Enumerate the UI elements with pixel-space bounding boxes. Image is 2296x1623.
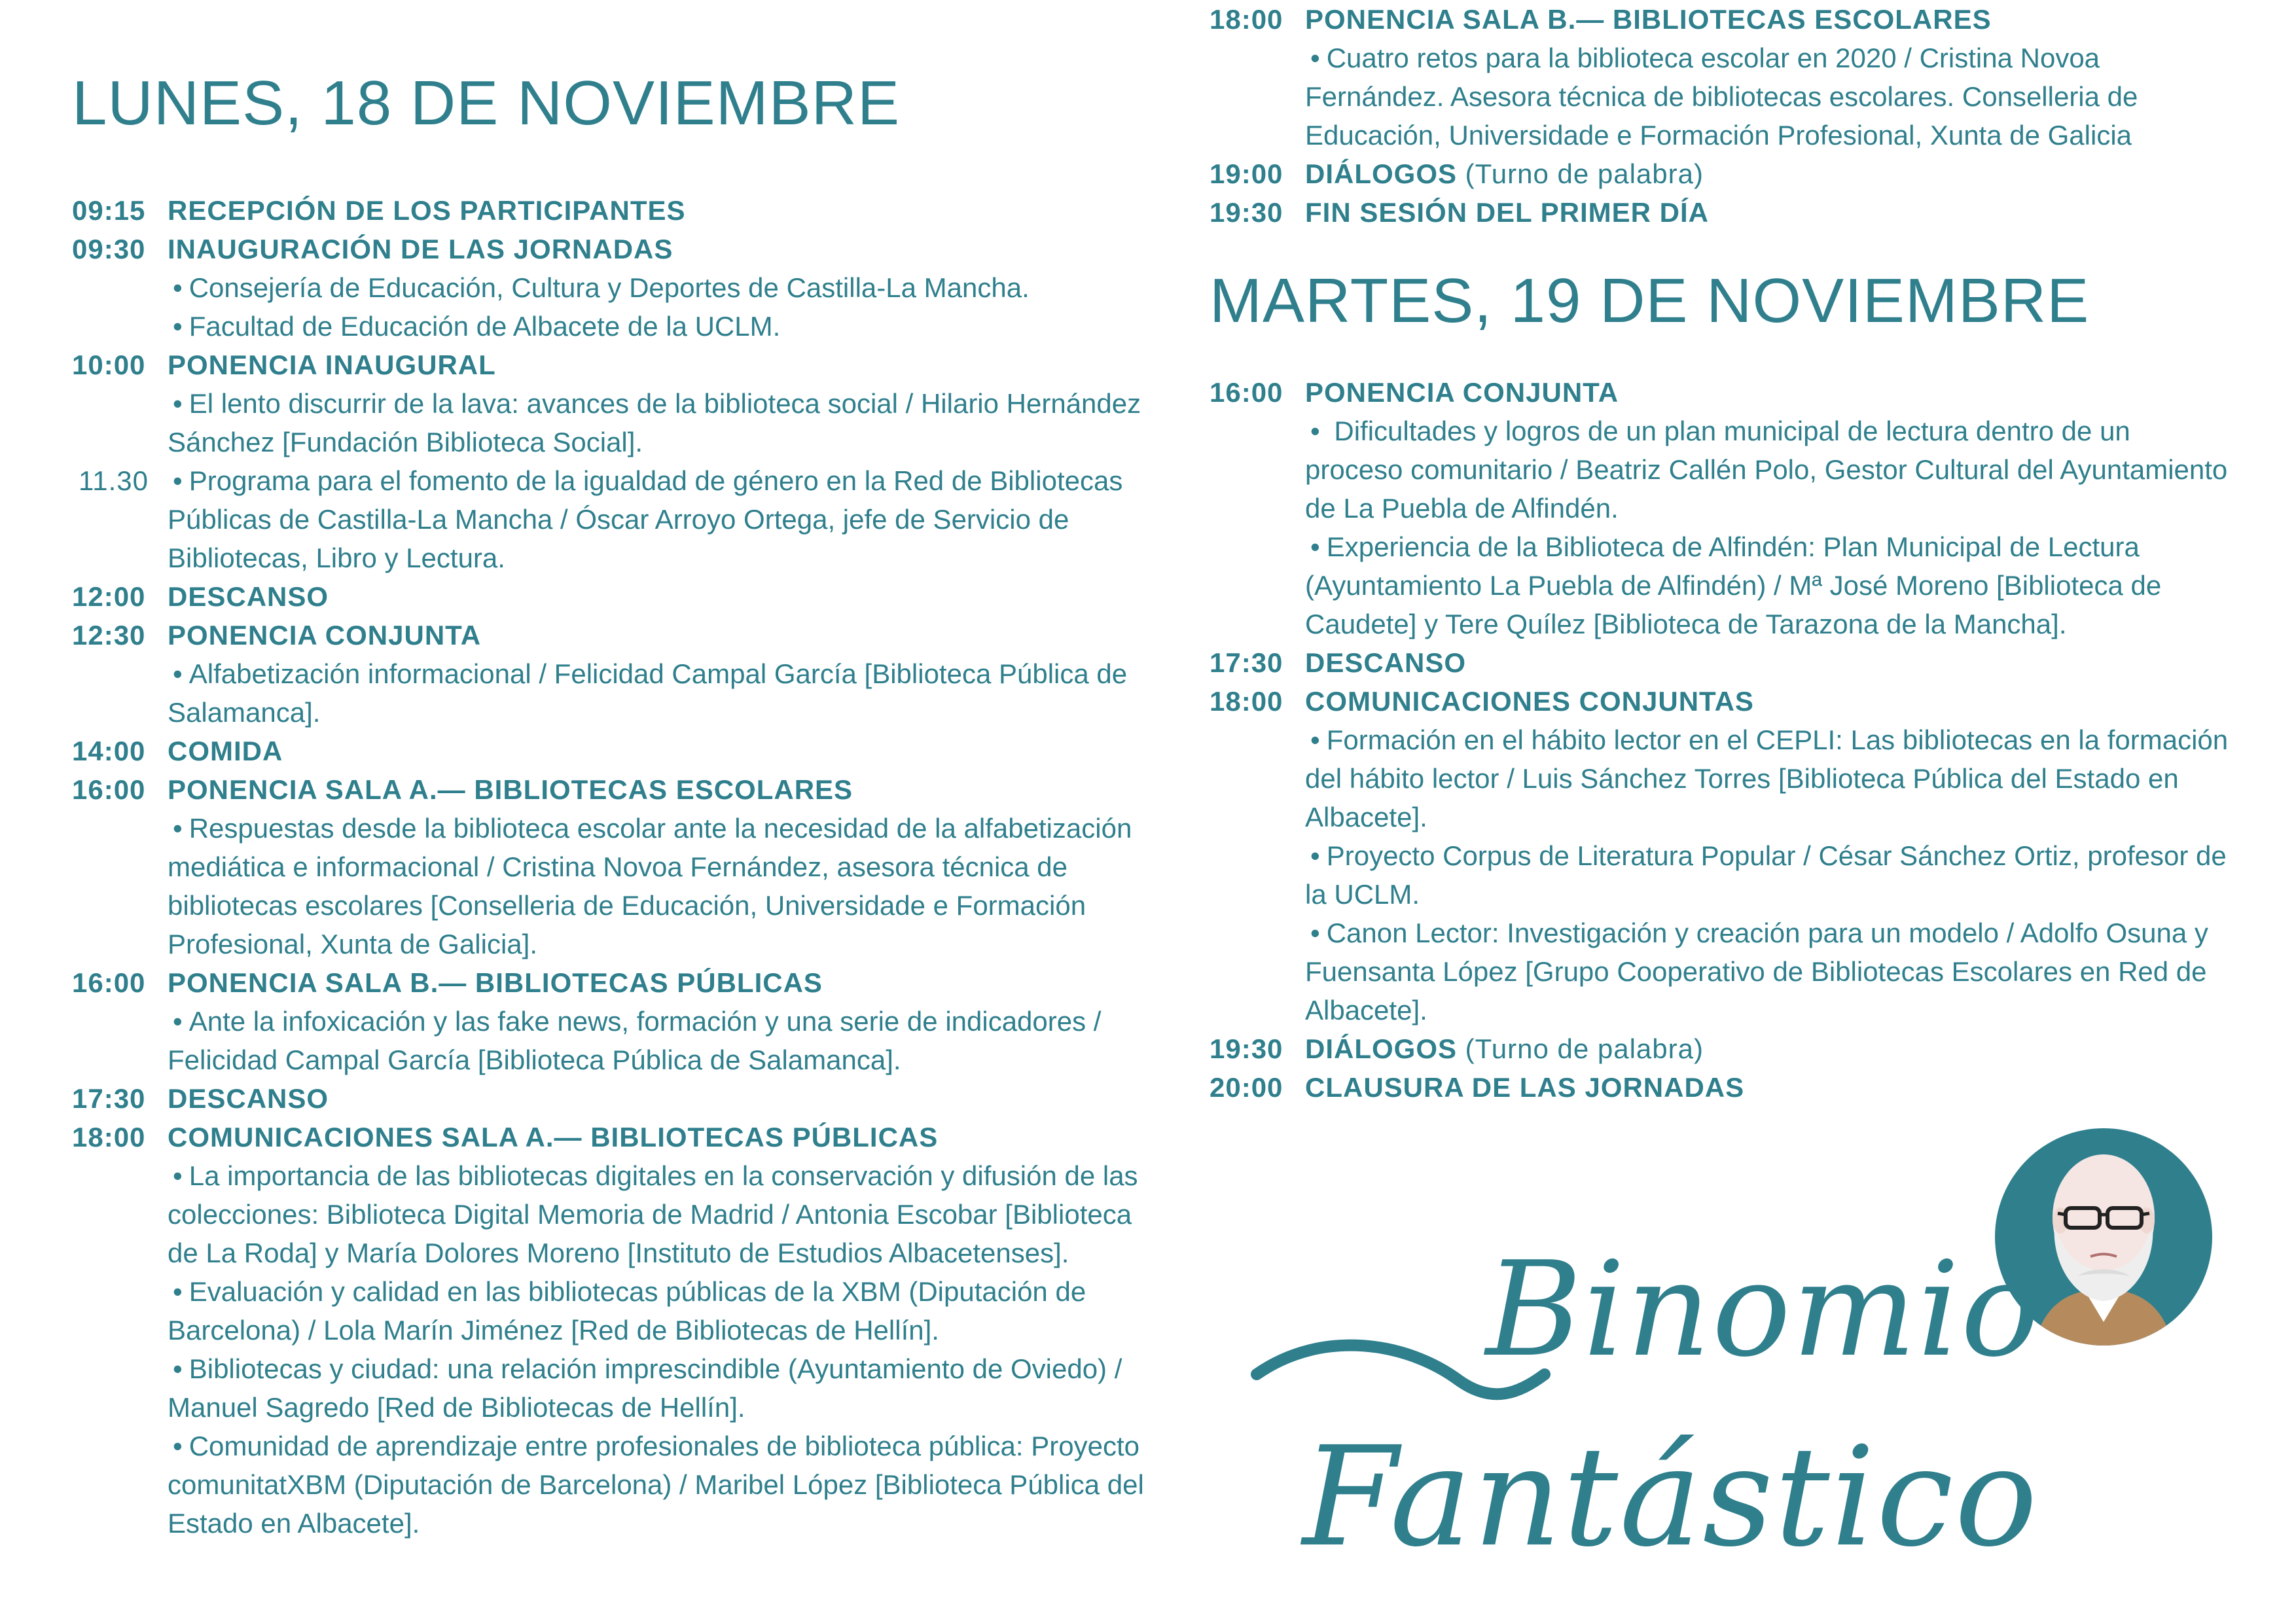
entry-item-text: Bibliotecas y ciudad: una relación imprescindible (Ayuntamiento de Oviedo) / Manuel Sagredo [Red de Bibliotecas de Hellín]. — [168, 1353, 1122, 1423]
schedule-entry — [1210, 193, 2231, 232]
entry-heading — [1305, 193, 2231, 232]
bullet-icon: • — [173, 272, 183, 303]
bullet-icon: • — [173, 1353, 183, 1384]
bullet-icon: • — [173, 1160, 183, 1191]
entry-item-text: El lento discurrir de la lava: avances de la biblioteca social / Hilario Hernández Sánchez [Fundación Biblioteca Social]. — [168, 388, 1141, 457]
entry-heading — [168, 1079, 1145, 1118]
entry-body — [168, 230, 1145, 346]
logo-line-2: Fantástico — [1302, 1417, 2039, 1577]
entry-heading-text: CLAUSURA DE LAS JORNADAS — [1305, 1072, 1745, 1103]
entry-time: 18:00 — [1210, 4, 1283, 35]
entry-item — [1305, 836, 2231, 914]
entry-body — [168, 963, 1145, 1079]
entry-body — [1305, 682, 2231, 1029]
entry-time: 19:00 — [1210, 158, 1283, 189]
entry-heading-text: FIN SESIÓN DEL PRIMER DÍA — [1305, 197, 1709, 228]
entry-time: 18:00 — [1210, 686, 1283, 717]
entry-time: 16:00 — [1210, 377, 1283, 408]
entry-body — [168, 577, 1145, 616]
entry-body — [1305, 373, 2231, 643]
entry-time: 17:30 — [72, 1083, 146, 1114]
entry-time: 19:30 — [1210, 1033, 1283, 1064]
entry-heading-text: COMUNICACIONES CONJUNTAS — [1305, 686, 1754, 717]
entry-body — [1305, 1029, 2231, 1068]
entry-heading — [168, 577, 1145, 616]
bullet-icon: • — [1310, 918, 1320, 948]
entry-heading-text: PONENCIA CONJUNTA — [168, 620, 482, 651]
entry-item — [1305, 412, 2231, 527]
entry-heading-text: DESCANSO — [168, 581, 329, 612]
entry-item — [168, 268, 1145, 307]
entry-heading — [1305, 682, 2231, 721]
bullet-icon: • — [1310, 416, 1320, 446]
entry-heading — [1305, 1029, 2231, 1068]
entry-item-text: La importancia de las bibliotecas digitales en la conservación y difusión de las colecciones: Biblioteca Digital Memoria de Madrid / Antonia Escobar [Biblioteca de La Roda] y María Dolores Moreno [Instituto de Estudios Albacetenses]. — [168, 1160, 1138, 1268]
entry-heading — [1305, 0, 2231, 39]
entry-time: 16:00 — [72, 967, 146, 998]
entry-heading-note: (Turno de palabra) — [1457, 1033, 1704, 1064]
schedule-entry — [72, 963, 1145, 1079]
entry-heading-text: PONENCIA CONJUNTA — [1305, 377, 1619, 408]
bullet-icon: • — [1310, 531, 1320, 562]
entry-item-text: Alfabetización informacional / Felicidad Campal García [Biblioteca Pública de Salamanca]. — [168, 658, 1128, 728]
bullet-icon: • — [173, 1006, 183, 1037]
entry-heading — [168, 191, 1145, 230]
entry-heading-text: COMIDA — [168, 736, 283, 766]
entry-time: 14:00 — [72, 736, 146, 766]
schedule-entry — [72, 616, 1145, 732]
entry-heading-note: (Turno de palabra) — [1457, 158, 1704, 189]
entry-time: 11.30 — [79, 465, 149, 496]
entry-time: 12:30 — [72, 620, 146, 651]
entry-heading-text: PONENCIA INAUGURAL — [168, 349, 496, 380]
entry-body — [1305, 154, 2231, 193]
entry-time: 10:00 — [72, 349, 146, 380]
schedule-entry — [1210, 1029, 2231, 1068]
entry-heading — [168, 770, 1145, 809]
entry-body — [1305, 1068, 2231, 1107]
entry-item — [168, 654, 1145, 732]
entry-item — [168, 1156, 1145, 1272]
entry-heading-text: PONENCIA SALA B.— BIBLIOTECAS ESCOLARES — [1305, 4, 1992, 35]
entry-heading — [168, 346, 1145, 384]
schedule-list-monday-continued — [1210, 0, 2231, 232]
entry-body — [168, 1079, 1145, 1118]
entry-item-text: Canon Lector: Investigación y creación para un modelo / Adolfo Osuna y Fuensanta López [Grupo Cooperativo de Bibliotecas Escolares en Red de Albacete]. — [1305, 918, 2208, 1026]
bullet-icon: • — [173, 311, 183, 342]
entry-heading-text: COMUNICACIONES SALA A.— BIBLIOTECAS PÚBLICAS — [168, 1122, 939, 1152]
entry-body — [168, 732, 1145, 770]
entry-item-text: Dificultades y logros de un plan municipal de lectura dentro de un proceso comunitario / Beatriz Callén Polo, Gestor Cultural del Ayuntamiento de La Puebla de Alfindén. — [1305, 416, 2228, 524]
entry-item — [168, 1002, 1145, 1079]
entry-heading — [168, 963, 1145, 1002]
entry-heading — [168, 1118, 1145, 1156]
entry-item-text: Programa para el fomento de la igualdad de género en la Red de Bibliotecas Públicas de Castilla-La Mancha / Óscar Arroyo Ortega, jefe de Servicio de Bibliotecas, Libro y Lectura. — [168, 465, 1123, 573]
entry-time: 12:00 — [72, 581, 146, 612]
entry-item — [168, 809, 1145, 963]
entry-item — [1305, 39, 2231, 154]
entry-time: 09:30 — [72, 234, 146, 264]
schedule-entry — [1210, 154, 2231, 193]
schedule-entry — [1210, 643, 2231, 682]
schedule-entry — [72, 770, 1145, 963]
entry-item-text: Facultad de Educación de Albacete de la UCLM. — [188, 311, 781, 342]
entry-body — [168, 461, 1145, 577]
entry-time: 18:00 — [72, 1122, 146, 1152]
entry-body — [168, 616, 1145, 732]
entry-heading — [1305, 1068, 2231, 1107]
schedule-entry — [72, 577, 1145, 616]
schedule-entry — [1210, 682, 2231, 1029]
bullet-icon: • — [1310, 840, 1320, 871]
day-title-monday: LUNES, 18 DE NOVIEMBRE — [72, 68, 901, 138]
entry-body — [168, 346, 1145, 461]
entry-item — [168, 461, 1145, 577]
entry-time: 09:15 — [72, 195, 146, 226]
schedule-entry — [1210, 1068, 2231, 1107]
entry-heading — [1305, 154, 2231, 193]
schedule-list-tuesday — [1210, 373, 2231, 1107]
entry-body — [168, 191, 1145, 230]
bullet-icon: • — [173, 1431, 183, 1461]
entry-item — [168, 1349, 1145, 1427]
schedule-entry — [72, 1079, 1145, 1118]
entry-heading-text: DESCANSO — [168, 1083, 329, 1114]
entry-time: 17:30 — [1210, 647, 1283, 678]
entry-heading-text: INAUGURACIÓN DE LAS JORNADAS — [168, 234, 673, 264]
bullet-icon: • — [173, 813, 183, 844]
entry-time: 16:00 — [72, 774, 146, 805]
schedule-entry — [1210, 0, 2231, 154]
entry-body — [168, 1118, 1145, 1543]
entry-item — [168, 384, 1145, 461]
entry-body — [168, 770, 1145, 963]
bullet-icon: • — [1310, 43, 1320, 73]
logo-line-1: Binomio — [1486, 1234, 2041, 1386]
entry-time: 20:00 — [1210, 1072, 1283, 1103]
entry-item-text: Ante la infoxicación y las fake news, formación y una serie de indicadores / Felicidad Campal García [Biblioteca Pública de Salamanca]. — [168, 1006, 1102, 1075]
schedule-entry — [72, 191, 1145, 230]
entry-item — [1305, 914, 2231, 1029]
entry-item — [168, 1272, 1145, 1349]
entry-item-text: Experiencia de la Biblioteca de Alfindén: Plan Municipal de Lectura (Ayuntamiento La Puebla de Alfindén) / Mª José Moreno [Biblioteca de Caudete] y Tere Quílez [Biblioteca de Tarazona de la Mancha]. — [1305, 531, 2162, 639]
entry-item-text: Respuestas desde la biblioteca escolar ante la necesidad de la alfabetización mediática e informacional / Cristina Novoa Fernández, asesora técnica de bibliotecas escolares [Conselleria de Educación, Universidade e Formación Profesional, Xunta de Galicia]. — [168, 813, 1132, 959]
entry-body — [1305, 193, 2231, 232]
entry-heading-text: DIÁLOGOS — [1305, 158, 1458, 189]
entry-heading-text: DESCANSO — [1305, 647, 1467, 678]
entry-item-text: Comunidad de aprendizaje entre profesionales de biblioteca pública: Proyecto comunitatXBM (Diputación de Barcelona) / Maribel López [Biblioteca Pública del Estado en Albacete]. — [168, 1431, 1144, 1539]
entry-item — [1305, 721, 2231, 836]
entry-item — [168, 1427, 1145, 1543]
entry-time: 19:30 — [1210, 197, 1283, 228]
bullet-icon: • — [173, 1276, 183, 1307]
column-right — [1210, 0, 2231, 1107]
entry-item-text: Consejería de Educación, Cultura y Deportes de Castilla-La Mancha. — [188, 272, 1030, 303]
entry-heading — [168, 732, 1145, 770]
entry-item — [168, 307, 1145, 346]
entry-item-text: Cuatro retos para la biblioteca escolar en 2020 / Cristina Novoa Fernández. Asesora técnica de bibliotecas escolares. Conselleria de Educación, Universidade e Formación Profesional, Xunta de Galicia — [1305, 43, 2138, 151]
bullet-icon: • — [173, 658, 183, 689]
entry-heading — [168, 616, 1145, 654]
entry-item-text: Evaluación y calidad en las bibliotecas públicas de la XBM (Diputación de Barcelona) / Lola Marín Jiménez [Red de Bibliotecas de Hellín]. — [168, 1276, 1086, 1346]
entry-heading-text: RECEPCIÓN DE LOS PARTICIPANTES — [168, 195, 686, 226]
schedule-entry — [72, 732, 1145, 770]
bullet-icon: • — [173, 388, 183, 419]
column-left — [72, 0, 1145, 1543]
entry-heading-text: PONENCIA SALA A.— BIBLIOTECAS ESCOLARES — [168, 774, 853, 805]
entry-heading — [1305, 373, 2231, 412]
entry-heading-text: PONENCIA SALA B.— BIBLIOTECAS PÚBLICAS — [168, 967, 823, 998]
bullet-icon: • — [1310, 724, 1320, 755]
entry-item — [1305, 527, 2231, 643]
entry-body — [1305, 0, 2231, 154]
schedule-list-monday — [72, 191, 1145, 1543]
entry-heading — [168, 230, 1145, 268]
entry-heading — [1305, 643, 2231, 682]
bullet-icon: • — [173, 465, 183, 496]
entry-heading-text: DIÁLOGOS — [1305, 1033, 1458, 1064]
entry-body — [1305, 643, 2231, 682]
logo — [1244, 1217, 2238, 1584]
day-title-tuesday: MARTES, 19 DE NOVIEMBRE — [1210, 266, 2090, 336]
schedule-entry — [72, 230, 1145, 346]
schedule-entry — [1210, 373, 2231, 643]
schedule-entry — [72, 1118, 1145, 1543]
entry-item-text: Proyecto Corpus de Literatura Popular / César Sánchez Ortiz, profesor de la UCLM. — [1305, 840, 2227, 910]
entry-item-text: Formación en el hábito lector en el CEPLI: Las bibliotecas en la formación del hábito lector / Luis Sánchez Torres [Biblioteca Pública del Estado en Albacete]. — [1305, 724, 2229, 832]
schedule-entry — [72, 346, 1145, 461]
schedule-entry — [72, 461, 1145, 577]
